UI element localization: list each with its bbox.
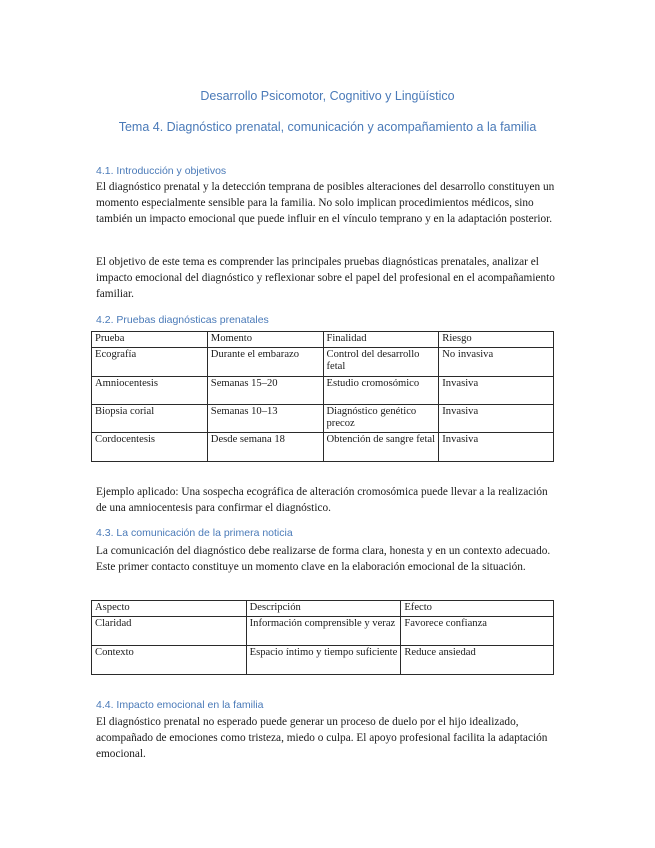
table-cell: Invasiva — [439, 432, 554, 461]
table-row — [92, 616, 554, 645]
table-header-cell: Prueba — [92, 332, 208, 348]
table-cell: Biopsia corial — [92, 404, 208, 432]
table-row — [92, 376, 554, 404]
table-cell: Amniocentesis — [92, 376, 208, 404]
table-header-cell: Momento — [207, 332, 323, 348]
table-row — [92, 347, 554, 376]
applied-example — [96, 484, 556, 516]
table-header-row — [92, 601, 554, 617]
table-cell: Cordocentesis — [92, 432, 208, 461]
section-heading-4-1: 4.1. Introducción y objetivos — [96, 165, 227, 177]
section-4-4-paragraph-1 — [96, 714, 556, 763]
document-subtitle: Tema 4. Diagnóstico prenatal, comunicación y acompañamiento a la familia — [118, 120, 537, 134]
paragraph-text: El objetivo de este tema es comprender las principales pruebas diagnósticas prenatales, analizar el impacto emocional del diagnóstico y reflexionar sobre el papel del profesional en el acompañamiento familiar. — [96, 256, 555, 301]
paragraph-text: El diagnóstico prenatal y la detección temprana de posibles alteraciones del desarrollo constituyen un momento especialmente sensible para la familia. No solo implican procedimientos médicos, sino también un impacto emocional que puede influir en el vínculo temprano y en la adaptación posterior. — [96, 181, 555, 226]
table-row — [92, 645, 554, 674]
table-cell: Claridad — [92, 616, 247, 645]
table-cell: Favorece confianza — [401, 616, 554, 645]
communication-table — [91, 600, 554, 675]
table-cell: Estudio cromosómico — [323, 376, 439, 404]
table-cell: Semanas 15–20 — [207, 376, 323, 404]
table-cell: Obtención de sangre fetal — [323, 432, 439, 461]
section-4-1-paragraph-1 — [96, 179, 556, 228]
section-heading-4-4: 4.4. Impacto emocional en la familia — [96, 699, 264, 711]
prenatal-tests-table — [91, 331, 554, 462]
table-cell: Desde semana 18 — [207, 432, 323, 461]
table-cell: Control del desarrollo fetal — [323, 347, 439, 376]
table-cell: Invasiva — [439, 376, 554, 404]
document-title: Desarrollo Psicomotor, Cognitivo y Lingüístico — [200, 89, 455, 103]
table-header-cell: Efecto — [401, 601, 554, 617]
table-cell: Diagnóstico genético precoz — [323, 404, 439, 432]
table-cell: Durante el embarazo — [207, 347, 323, 376]
table-row — [92, 404, 554, 432]
table-header-cell: Riesgo — [439, 332, 554, 348]
paragraph-text: Ejemplo aplicado: Una sospecha ecográfica de alteración cromosómica puede llevar a la realización de una amniocentesis para confirmar el diagnóstico. — [96, 486, 548, 515]
paragraph-text: El diagnóstico prenatal no esperado puede generar un proceso de duelo por el hijo idealizado, acompañado de emociones como tristeza, miedo o culpa. El apoyo profesional facilita la adaptación emocional. — [96, 716, 548, 761]
table-header-cell: Descripción — [246, 601, 401, 617]
table-cell: Ecografía — [92, 347, 208, 376]
table-cell: Reduce ansiedad — [401, 645, 554, 674]
table-header-cell: Aspecto — [92, 601, 247, 617]
table-cell: Semanas 10–13 — [207, 404, 323, 432]
table-header-cell: Finalidad — [323, 332, 439, 348]
table-cell: No invasiva — [439, 347, 554, 376]
section-heading-4-2: 4.2. Pruebas diagnósticas prenatales — [96, 314, 269, 326]
table-cell: Contexto — [92, 645, 247, 674]
paragraph-text: La comunicación del diagnóstico debe realizarse de forma clara, honesta y en un contexto adecuado. Este primer contacto constituye un momento clave en la elaboración emocional de la situación. — [96, 545, 551, 574]
table-cell: Espacio íntimo y tiempo suficiente — [246, 645, 401, 674]
table-header-row — [92, 332, 554, 348]
table-cell: Información comprensible y veraz — [246, 616, 401, 645]
section-4-1-paragraph-2 — [96, 254, 556, 303]
table-cell: Invasiva — [439, 404, 554, 432]
section-4-3-paragraph-1 — [96, 543, 556, 575]
section-heading-4-3: 4.3. La comunicación de la primera noticia — [96, 527, 293, 539]
table-row — [92, 432, 554, 461]
